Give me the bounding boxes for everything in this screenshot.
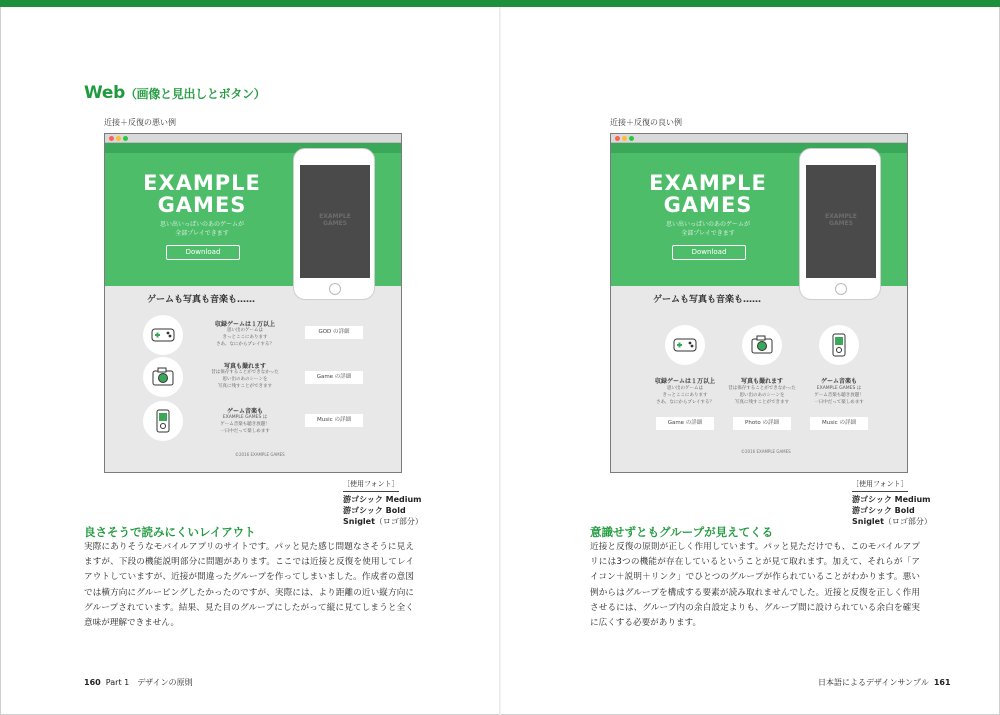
detail-button-photo[interactable]: Game の詳細 xyxy=(305,371,363,384)
feature-title-photo: 写真も撮れます xyxy=(740,378,783,385)
bad-example-mockup xyxy=(104,133,402,473)
detail-button-games[interactable]: GOD の詳細 xyxy=(305,326,363,339)
left-folio: 160 Part 1 デザインの原則 xyxy=(84,678,193,687)
window-zoom-dot xyxy=(629,136,634,141)
window-minimize-dot xyxy=(116,136,121,141)
right-folio: 日本語によるデザインサンプル 161 xyxy=(818,678,951,687)
section-title-main: Web xyxy=(84,83,125,103)
hero-tagline: 思い出いっぱいのあのゲームが 全部プレイできます xyxy=(665,221,750,237)
phone-home-button xyxy=(835,283,847,295)
detail-button-games[interactable]: Game の詳細 xyxy=(656,417,714,430)
right-figure-caption: 近接＋反復の良い例 xyxy=(610,118,682,127)
feature-title-games: 収録ゲームは１万以上 xyxy=(654,378,715,385)
right-heading: 意識せずともグループが見えてくる xyxy=(590,525,774,539)
mockup-copyright: ©2016 EXAMPLE GAMES xyxy=(235,452,285,457)
camera-icon xyxy=(143,357,183,397)
music-player-icon xyxy=(143,401,183,441)
download-button[interactable]: Download xyxy=(672,245,746,260)
detail-button-music[interactable]: Music の詳細 xyxy=(305,414,363,427)
phone-screen-logo: EXAMPLE GAMES xyxy=(319,213,351,227)
top-accent-bar xyxy=(0,0,1000,7)
left-figure-caption: 近接＋反復の悪い例 xyxy=(104,118,176,127)
features-heading: ゲームも写真も音楽も…… xyxy=(653,295,762,305)
example-games-logo: EXAMPLE GAMES xyxy=(143,171,261,217)
phone-illustration xyxy=(799,148,881,300)
feature-desc-music: EXAMPLE GAMES は ゲーム音楽も聴き放題！ 一日中だって楽しめます xyxy=(220,415,270,434)
window-close-dot xyxy=(109,136,114,141)
music-player-icon xyxy=(819,325,859,365)
download-button[interactable]: Download xyxy=(166,245,240,260)
hero-tagline: 思い出いっぱいのあのゲームが 全部プレイできます xyxy=(159,221,244,237)
left-heading: 良さそうで読みにくいレイアウト xyxy=(84,525,256,539)
feature-title-music: ゲーム音楽も xyxy=(226,408,263,415)
feature-title-games: 収録ゲームは１万以上 xyxy=(214,321,275,328)
book-gutter xyxy=(499,7,501,715)
phone-illustration xyxy=(293,148,375,300)
feature-desc-photo: 昔は保存することができなかった 思い出のあのシーンを 写真に残すことができます xyxy=(728,386,796,405)
detail-button-photo[interactable]: Photo の詳細 xyxy=(733,417,791,430)
section-title-sub: （画像と見出しとボタン） xyxy=(124,87,266,101)
right-body-text: 近接と反復の原則が正しく作用しています。パッと見ただけでも、このモバイルアプリには3つの機能が存在しているということが見て取れます。加えて、それらが「アイコン＋説明＋リンク」でひとつのグループが作られていることがわかります。悪い例からはグループを構成する要素が読み取れませんでした。近接と反復を正しく作用させるには、グループ内の余白設定よりも、グループ間に設けられている余白を確実に広くする必要があります。 xyxy=(590,542,920,629)
window-minimize-dot xyxy=(622,136,627,141)
phone-home-button xyxy=(329,283,341,295)
window-zoom-dot xyxy=(123,136,128,141)
detail-button-music[interactable]: Music の詳細 xyxy=(810,417,868,430)
feature-desc-music: EXAMPLE GAMES は ゲーム音楽も聴き放題！ 一日中だって楽しめます xyxy=(814,386,864,405)
browser-chrome xyxy=(611,134,907,143)
left-body-text: 実際にありそうなモバイルアプリのサイトです。パッと見た感じ問題なさそうに見えますが、下段の機能説明部分に問題があります。ここでは近接と反復を使用してレイアウトしていますが、近接が間違ったグループを作ってしまいました。作成者の意図では横方向にグルーピングしたかったのですが、実際には、より距離の近い縦方向にグループされています。結果、見た目のグループにしたがって縦に見てしまうと全く意味が理解できません。 xyxy=(84,542,414,629)
phone-screen xyxy=(300,165,370,278)
feature-title-photo: 写真も撮れます xyxy=(223,363,266,370)
gamepad-icon xyxy=(143,315,183,355)
gamepad-icon xyxy=(665,325,705,365)
feature-title-music: ゲーム音楽も xyxy=(820,378,857,385)
section-title xyxy=(84,83,265,103)
feature-desc-games: 思い出のゲームは きっとここにあります さあ、なにからプレイする？ xyxy=(656,386,714,405)
example-games-logo: EXAMPLE GAMES xyxy=(649,171,767,217)
features-heading: ゲームも写真も音楽も…… xyxy=(147,295,256,305)
phone-screen xyxy=(806,165,876,278)
feature-desc-games: 思い出のゲームは きっとここにあります さあ、なにからプレイする？ xyxy=(216,328,274,347)
window-close-dot xyxy=(615,136,620,141)
good-example-mockup xyxy=(610,133,908,473)
feature-desc-photo: 昔は保存することができなかった 思い出のあのシーンを 写真に残すことができます xyxy=(211,370,279,389)
left-font-note: ［使用フォント］ 游ゴシック Medium 游ゴシック Bold Sniglet（ロゴ部分） xyxy=(343,480,423,526)
browser-chrome xyxy=(105,134,401,143)
camera-icon xyxy=(742,325,782,365)
right-font-note: ［使用フォント］ 游ゴシック Medium 游ゴシック Bold Sniglet（ロゴ部分） xyxy=(852,480,932,526)
mockup-copyright: ©2016 EXAMPLE GAMES xyxy=(741,449,791,454)
phone-screen-logo: EXAMPLE GAMES xyxy=(825,213,857,227)
